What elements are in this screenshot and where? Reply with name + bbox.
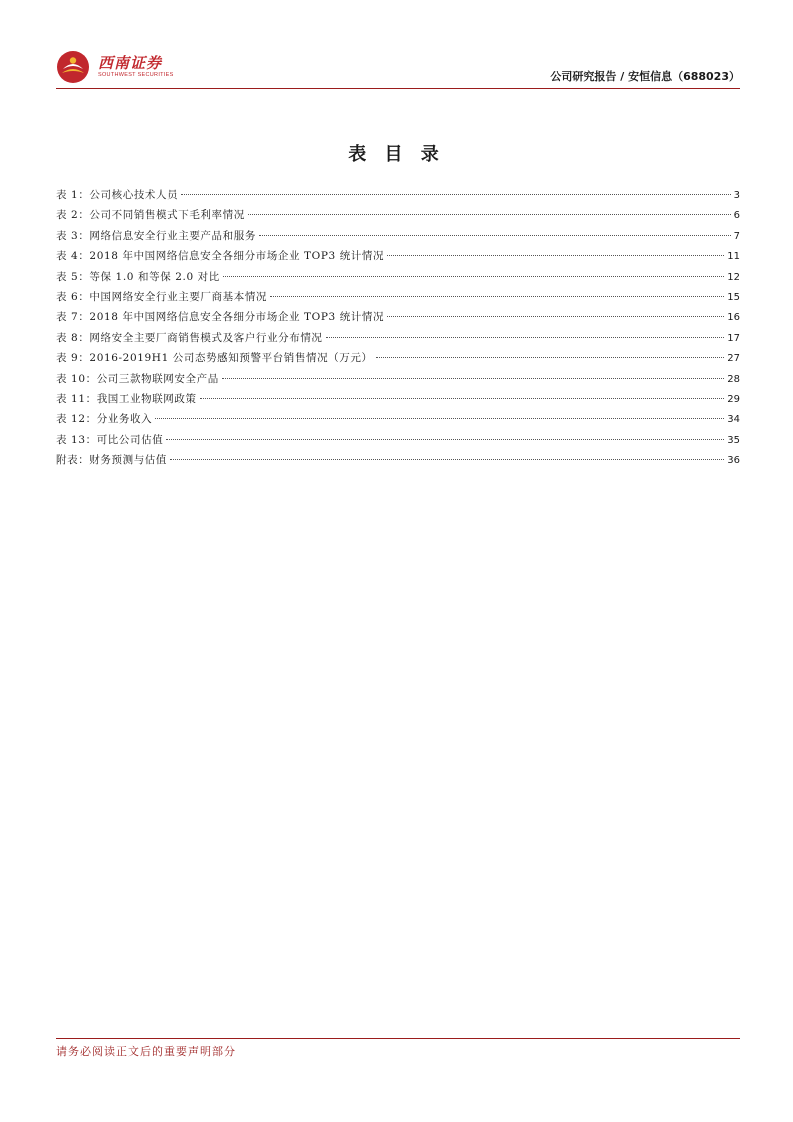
- toc-leader-dots: [387, 316, 724, 317]
- company-logo: [56, 50, 216, 86]
- toc-item-page: 36: [727, 455, 740, 467]
- toc-leader-dots: [170, 459, 724, 460]
- toc-item-page: 11: [727, 251, 740, 263]
- toc-item[interactable]: [56, 409, 740, 429]
- toc-item-page: 6: [733, 210, 740, 222]
- toc-leader-dots: [222, 378, 724, 379]
- toc-item-label: 表 12：分业务收入: [56, 413, 153, 426]
- report-title: 公司研究报告 / 安恒信息（688023）: [550, 70, 740, 83]
- header-divider: [56, 88, 740, 89]
- toc-item[interactable]: [56, 369, 740, 389]
- toc-item-label: 表 6：中国网络安全行业主要厂商基本情况: [56, 290, 268, 303]
- toc-item[interactable]: [56, 389, 740, 409]
- toc-item-page: 34: [727, 414, 740, 426]
- toc-item[interactable]: [56, 348, 740, 368]
- toc-item-label: 表 13：可比公司估值: [56, 433, 164, 446]
- toc-leader-dots: [248, 214, 731, 215]
- toc-item-page: 15: [727, 291, 740, 303]
- toc-item[interactable]: [56, 430, 740, 450]
- toc-item-label: 表 7：2018 年中国网络信息安全各细分市场企业 TOP3 统计情况: [56, 311, 385, 324]
- toc-leader-dots: [166, 439, 724, 440]
- toc-item-label: 表 1：公司核心技术人员: [56, 189, 179, 201]
- toc-leader-dots: [155, 418, 724, 419]
- toc-leader-dots: [270, 296, 724, 297]
- toc-leader-dots: [387, 255, 724, 256]
- toc-item[interactable]: [56, 267, 740, 287]
- logo-english-name: SOUTHWEST SECURITIES: [98, 72, 174, 78]
- toc-item-label: 附表：财务预测与估值: [56, 454, 167, 467]
- toc-item[interactable]: [56, 246, 740, 266]
- toc-leader-dots: [181, 194, 730, 195]
- toc-title: 表 目 录: [348, 144, 445, 165]
- toc-item-page: 29: [727, 393, 740, 405]
- toc-leader-dots: [223, 276, 724, 277]
- toc-item-label: 表 10：公司三款物联网安全产品: [56, 372, 219, 385]
- logo-emblem-icon: [56, 50, 90, 84]
- toc-item[interactable]: [56, 185, 740, 205]
- toc-item-label: 表 8：网络安全主要厂商销售模式及客户行业分布情况: [56, 331, 323, 344]
- toc-item[interactable]: [56, 450, 740, 470]
- toc-leader-dots: [259, 235, 731, 236]
- toc-leader-dots: [326, 337, 725, 338]
- toc-item[interactable]: [56, 307, 740, 327]
- toc-leader-dots: [200, 398, 725, 399]
- toc-item-label: 表 11：我国工业物联网政策: [56, 392, 197, 405]
- toc-leader-dots: [376, 357, 725, 358]
- toc-item-page: 7: [733, 230, 740, 242]
- toc-list: [56, 185, 740, 470]
- toc-item-page: 17: [727, 332, 740, 344]
- toc-item-page: 27: [727, 353, 740, 365]
- toc-item-label: 表 9：2016-2019H1 公司态势感知预警平台销售情况（万元）: [56, 352, 373, 365]
- page-header: [56, 44, 740, 88]
- toc-item[interactable]: [56, 205, 740, 225]
- toc-item-label: 表 4：2018 年中国网络信息安全各细分市场企业 TOP3 统计情况: [56, 250, 385, 263]
- toc-item-label: 表 3：网络信息安全行业主要产品和服务: [56, 229, 256, 242]
- toc-item-page: 28: [727, 373, 740, 385]
- toc-item[interactable]: [56, 328, 740, 348]
- toc-item[interactable]: [56, 287, 740, 307]
- toc-item[interactable]: [56, 226, 740, 246]
- toc-item-page: 16: [727, 312, 740, 324]
- toc-item-page: 12: [727, 271, 740, 283]
- disclaimer-note: 请务必阅读正文后的重要声明部分: [56, 1045, 236, 1058]
- logo-chinese-name: 西南证券: [98, 54, 163, 72]
- toc-item-page: 35: [727, 434, 740, 446]
- toc-item-label: 表 2：公司不同销售模式下毛利率情况: [56, 209, 245, 222]
- footer-divider: [56, 1038, 740, 1039]
- toc-item-page: 3: [733, 190, 740, 201]
- toc-item-label: 表 5：等保 1.0 和等保 2.0 对比: [56, 270, 220, 283]
